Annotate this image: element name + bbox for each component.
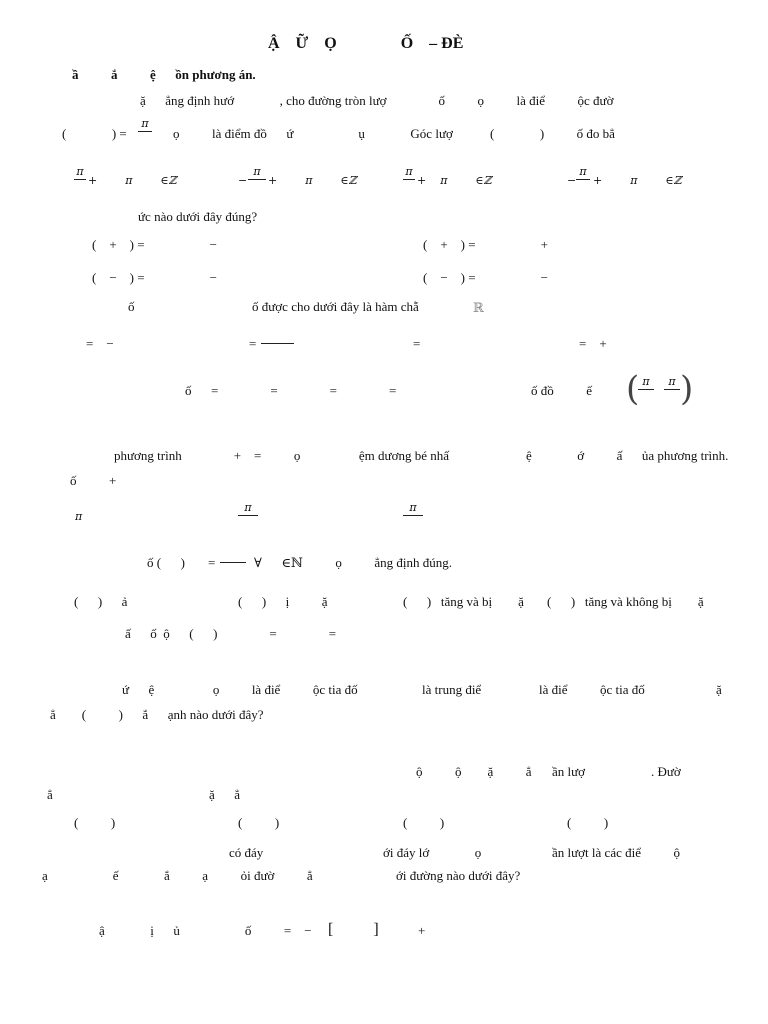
fraction-numerator: π bbox=[244, 501, 252, 514]
option-b-fraction bbox=[248, 166, 266, 181]
page-title: Ậ Ữ Ọ Ố – ĐÈ bbox=[268, 35, 464, 52]
question-5-text-b: ệ ớ ấ ủa phương trình. bbox=[526, 448, 729, 463]
question-1-line-2a: ( ) = bbox=[62, 126, 127, 141]
fraction-numerator: π bbox=[405, 165, 413, 178]
fraction-bar bbox=[664, 389, 680, 390]
q9-option-c: ( ) bbox=[403, 815, 445, 830]
question-3-text-a: ố bbox=[128, 299, 135, 314]
fraction-numerator: π bbox=[253, 165, 261, 178]
fraction-numerator: π bbox=[579, 165, 587, 178]
option-a-fraction bbox=[74, 166, 86, 181]
q2-option-a: ( + ) = − bbox=[92, 237, 217, 252]
fraction-numerator: π bbox=[668, 375, 676, 388]
question-11-text-c: + bbox=[418, 923, 426, 938]
question-6-text-a: ố ( ) bbox=[147, 555, 185, 570]
question-9-text-d: ẳ bbox=[47, 787, 53, 802]
q5-option-a: π bbox=[75, 510, 83, 523]
question-9-text-c: . Đườ bbox=[651, 764, 681, 779]
question-8-text-b: là trung điể bbox=[422, 682, 482, 697]
q9-option-b: ( ) bbox=[238, 815, 280, 830]
interval-close-paren: ) bbox=[680, 369, 694, 409]
option-b-minus: − bbox=[238, 174, 248, 187]
question-7-text: ấ ố ộ ( ) = = bbox=[125, 626, 337, 641]
real-numbers-symbol: ℝ bbox=[473, 300, 484, 315]
q5-option-b-fraction bbox=[238, 502, 258, 517]
question-8-text-e: ẳ ( ) ắ ạnh nào dưới đây? bbox=[50, 707, 264, 722]
fraction-bar bbox=[74, 179, 86, 180]
question-11-text-a: ậ ị ủ ố = − bbox=[99, 923, 312, 938]
q9-option-a: ( ) bbox=[74, 815, 116, 830]
question-10-text-e: ới đường nào dưới đây? bbox=[396, 868, 521, 883]
fraction-numerator: π bbox=[642, 375, 650, 388]
q2-option-c: ( − ) = − bbox=[92, 270, 217, 285]
question-9-text-e: ặ ẳ bbox=[209, 787, 241, 802]
fraction-bar bbox=[238, 515, 258, 516]
fraction-pi bbox=[138, 118, 152, 133]
question-3-text-b: ố được cho dưới đây là hàm chẵ bbox=[252, 299, 419, 314]
question-4-text-b: ố đồ ế bbox=[531, 383, 593, 398]
question-8-text-d: ặ bbox=[716, 682, 722, 697]
q2-option-d: ( − ) = − bbox=[423, 270, 548, 285]
question-8-text-c: là điể ộc tia đố bbox=[539, 682, 645, 697]
question-2-text: ức nào dưới đây đúng? bbox=[138, 209, 258, 224]
question-1-line-2c: ( ) ố đo bẳ bbox=[490, 126, 615, 141]
q6-option-c: ( ) tăng và bị ặ bbox=[403, 594, 524, 609]
option-d-text: + π ∈ℤ bbox=[593, 174, 682, 187]
fraction-bar bbox=[138, 131, 152, 132]
fraction-bar bbox=[403, 179, 415, 180]
question-5-text-c: ố + bbox=[70, 473, 117, 488]
fraction-bar bbox=[638, 389, 654, 390]
interval-open-paren: ( bbox=[626, 369, 640, 409]
question-8-text-a: ứ ệ ọ là điể ộc tia đố bbox=[122, 682, 358, 697]
question-5-text-a: phương trình + = ọ ệm dương bé nhấ bbox=[114, 448, 449, 463]
question-9-text-a: ộ ộ ặ ẳ bbox=[416, 764, 532, 779]
question-4-text-a: ố = = = = bbox=[185, 383, 397, 398]
option-c-fraction bbox=[403, 166, 415, 181]
question-6-text-b: = bbox=[208, 555, 216, 570]
question-10-text-c: ần lượt là các điể ộ bbox=[552, 845, 680, 860]
q3-option-c: = bbox=[413, 336, 421, 351]
instruction-text: ầ ắ ệ ồn phương án. bbox=[72, 67, 256, 82]
question-9-text-b: ần lượ bbox=[552, 764, 586, 779]
q6-option-d: ( ) tăng và không bị ặ bbox=[547, 594, 704, 609]
question-1-line-1: ặ ẳng định hướ , cho đường tròn lượ ố ọ là điể ộc đườ bbox=[140, 93, 614, 108]
fraction-bar bbox=[248, 179, 266, 180]
q2-option-b: ( + ) = + bbox=[423, 237, 548, 252]
question-10-text-d: ạ ế ắ ạ ỏi đườ ẳ bbox=[42, 868, 313, 883]
fraction-numerator: π bbox=[76, 165, 84, 178]
question-10-text-b: ới đáy lớ ọ bbox=[383, 845, 482, 860]
fraction-bar bbox=[261, 343, 294, 344]
question-6-text-c: ∀ ∈ℕ ọ ẳng định đúng. bbox=[254, 555, 452, 570]
option-d-minus: − bbox=[567, 174, 577, 187]
fraction-bar bbox=[576, 179, 590, 180]
option-d-fraction bbox=[576, 166, 590, 181]
question-1-line-2b: ọ là điểm đồ ứ ụ Góc lượ bbox=[173, 126, 453, 141]
fraction-bar bbox=[220, 562, 246, 563]
question-11-interval: [ ] bbox=[328, 921, 379, 938]
option-c-text: + π ∈ℤ bbox=[417, 174, 492, 187]
fraction-numerator: π bbox=[409, 501, 417, 514]
interval-fraction-left bbox=[638, 376, 654, 391]
q3-option-d: = + bbox=[579, 336, 607, 351]
fraction-bar bbox=[403, 515, 423, 516]
q6-option-a: ( ) ả bbox=[74, 594, 128, 609]
option-b-text: + π ∈ℤ bbox=[268, 174, 357, 187]
fraction-numerator: π bbox=[141, 117, 149, 130]
interval-fraction-right bbox=[664, 376, 680, 391]
q9-option-d: ( ) bbox=[567, 815, 609, 830]
q6-option-b: ( ) ị ặ bbox=[238, 594, 328, 609]
question-10-text-a: có đáy bbox=[229, 845, 264, 860]
q5-option-c-fraction bbox=[403, 502, 423, 517]
option-a-text: + π ∈ℤ bbox=[88, 174, 177, 187]
q3-option-b: = bbox=[249, 336, 257, 351]
q3-option-a: = − bbox=[86, 336, 114, 351]
